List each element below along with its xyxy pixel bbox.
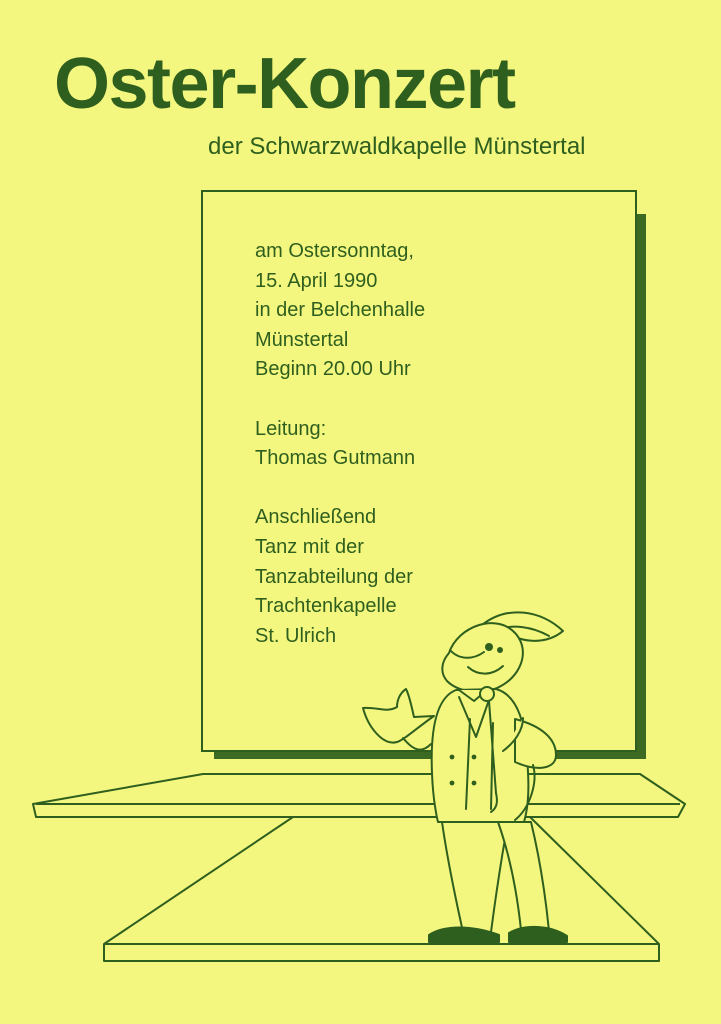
stage-floor bbox=[33, 774, 685, 961]
poster-title: Oster-Konzert bbox=[54, 44, 515, 124]
event-line-4: Münstertal bbox=[255, 328, 349, 351]
event-line-3: in der Belchenhalle bbox=[255, 299, 426, 322]
event-line-5: Beginn 20.00 Uhr bbox=[255, 358, 411, 381]
event-date-location bbox=[255, 237, 585, 385]
conductor-label: Leitung: bbox=[255, 417, 327, 440]
poster-subtitle: der Schwarzwaldkapelle Münstertal bbox=[208, 133, 586, 160]
event-line-1: am Ostersonntag, bbox=[255, 240, 414, 262]
event-line-2: 15. April 1990 bbox=[255, 269, 378, 292]
dance-info bbox=[255, 503, 585, 651]
dance-line-4: Trachtenkapelle bbox=[255, 595, 397, 618]
dance-line-1: Anschließend bbox=[255, 506, 377, 529]
dance-line-5: St. Ulrich bbox=[255, 624, 337, 647]
conductor-info bbox=[255, 415, 585, 474]
dance-line-2: Tanz mit der bbox=[255, 535, 364, 558]
dance-line-3: Tanzabteilung der bbox=[255, 565, 413, 588]
conductor-name: Thomas Gutmann bbox=[255, 447, 416, 470]
event-details bbox=[255, 237, 585, 681]
rabbit-jacket bbox=[432, 689, 529, 822]
